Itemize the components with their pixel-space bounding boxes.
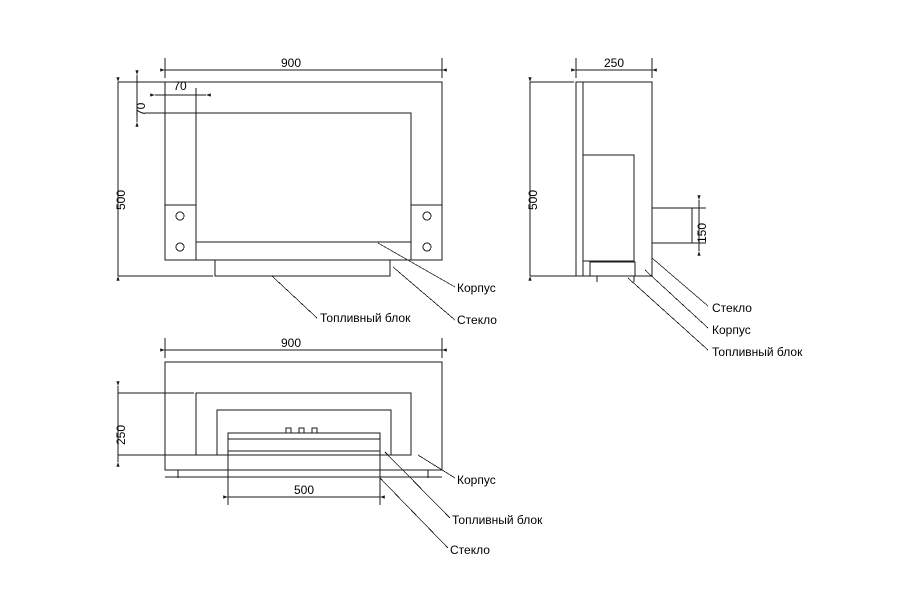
side-view-geometry <box>576 82 692 282</box>
side-dim-250-text: 250 <box>603 56 625 70</box>
top-dim-250-text: 250 <box>114 424 128 445</box>
top-leaders <box>380 452 455 548</box>
top-dim-500-text: 500 <box>293 483 315 497</box>
front-callout-korpus: Корпус <box>457 281 496 295</box>
top-dim-900-text: 900 <box>280 336 302 350</box>
front-dim-900 <box>165 58 442 78</box>
front-leaders <box>272 243 455 320</box>
top-dim-250 <box>118 386 215 462</box>
side-leaders <box>628 258 708 350</box>
front-dim-70-vertical-text: 70 <box>134 102 148 116</box>
top-callout-steklo: Стекло <box>450 543 490 557</box>
front-view-geometry <box>165 82 442 276</box>
side-dim-500-text: 500 <box>526 189 540 210</box>
side-dim-500 <box>530 82 588 276</box>
top-callout-korpus: Корпус <box>457 473 496 487</box>
side-dim-150-text: 150 <box>695 222 709 243</box>
front-callout-toplivny-blok: Топливный блок <box>320 311 411 325</box>
top-dim-900 <box>165 338 442 358</box>
side-callout-steklo: Стекло <box>712 301 752 315</box>
top-callout-toplivny-blok: Топливный блок <box>452 513 543 527</box>
front-callout-steklo: Стекло <box>457 313 497 327</box>
top-view-geometry <box>165 362 442 478</box>
front-dim-900-text: 900 <box>280 56 302 70</box>
front-dim-500-vertical-text: 500 <box>114 189 128 210</box>
side-callout-toplivny-blok: Топливный блок <box>712 345 803 359</box>
front-dim-70-horizontal-text: 70 <box>173 79 187 93</box>
side-callout-korpus: Корпус <box>712 323 751 337</box>
